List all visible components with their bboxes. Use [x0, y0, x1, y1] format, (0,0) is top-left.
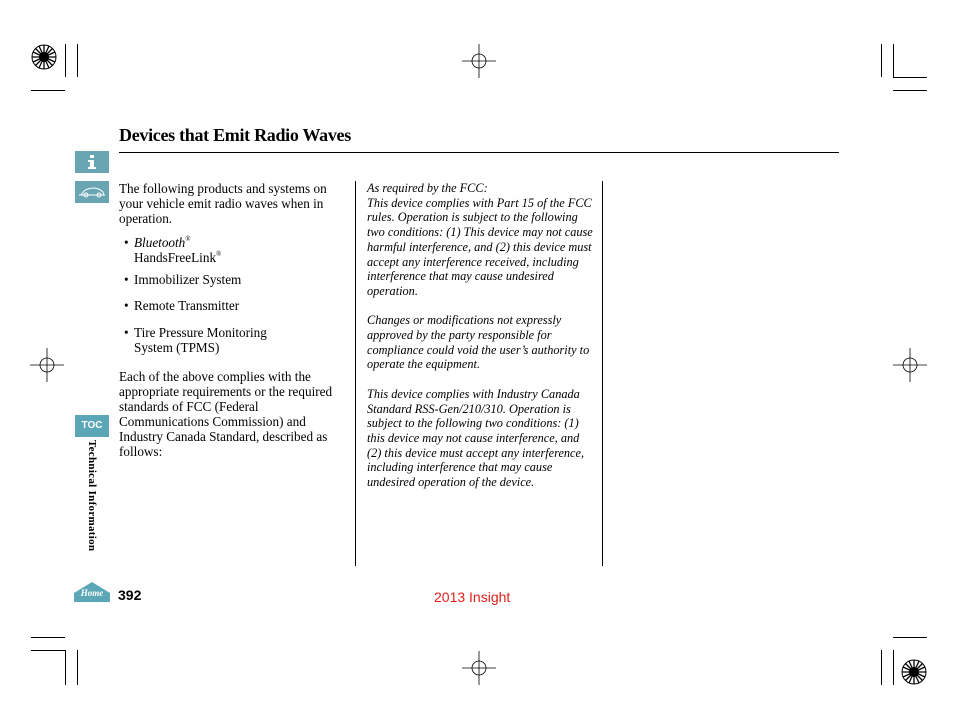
home-label: Home [80, 588, 104, 598]
section-label: Technical Information [86, 440, 98, 552]
toc-button[interactable]: TOC [75, 415, 109, 437]
page-number: 392 [118, 587, 142, 603]
registration-sunburst-icon [901, 659, 927, 685]
handsfreelink-label: HandsFreeLink [134, 250, 217, 265]
right-column [367, 181, 595, 490]
title-rule [119, 152, 839, 153]
car-icon [75, 181, 109, 203]
info-button[interactable] [75, 151, 109, 173]
industry-canada-paragraph: This device complies with Industry Canada Standard RSS-Gen/210/310. Operation is subject to the following two conditions: (1) this device may not cause interference, and (2) this device must accept any interference, including interference that may cause undesired operation of the device. [367, 386, 585, 490]
bluetooth-label: Bluetooth [134, 235, 186, 250]
footer-title: 2013 Insight [434, 589, 511, 605]
column-divider [355, 181, 356, 566]
column-divider [602, 181, 603, 566]
fcc-heading: As required by the FCC: [367, 181, 488, 195]
home-button[interactable] [73, 581, 111, 603]
registration-crosshair-icon [30, 348, 64, 382]
list-item-label: System (TPMS) [134, 340, 220, 355]
registration-crosshair-icon [462, 651, 496, 685]
info-icon [75, 151, 109, 173]
page-title: Devices that Emit Radio Waves [119, 125, 351, 145]
registration-sunburst-icon [31, 44, 57, 70]
list-item-label: Immobilizer System [134, 272, 242, 287]
vehicle-index-button[interactable] [75, 181, 109, 203]
closing-paragraph: Each of the above complies with the appropriate requirements or the required standards of FCC (Federal Communications Commission) and Industry Canada Standard, described as follows: [119, 369, 333, 459]
list-item-label: Remote Transmitter [134, 298, 240, 313]
registration-crosshair-icon [893, 348, 927, 382]
modifications-paragraph: Changes or modifications not expressly approved by the party responsible for compliance could void the user’s authority to operate the equipment. [367, 313, 590, 372]
list-item-label: Tire Pressure Monitoring [134, 325, 267, 340]
intro-paragraph: The following products and systems on your vehicle emit radio waves when in operation. [119, 181, 327, 226]
left-column: The following products and systems on your vehicle emit radio waves when in operation. • Bluetooth® HandsFreeLink® • Immobilizer System • Remote Transmitter • Tire Pressure Monitoring System (TPMS) Each of the above complies with the appropriate requirements or the required standards of FCC (Federal Communications Commission) and Industry Canada Standard, described as follows: [119, 181, 351, 226]
registration-crosshair-icon [462, 44, 496, 78]
fcc-paragraph: This device complies with Part 15 of the FCC rules. Operation is subject to the following two conditions: (1) This device may not cause harmful interference, and (2) this device must accept any interference received, including interference that may cause undesired operation. [367, 195, 593, 298]
